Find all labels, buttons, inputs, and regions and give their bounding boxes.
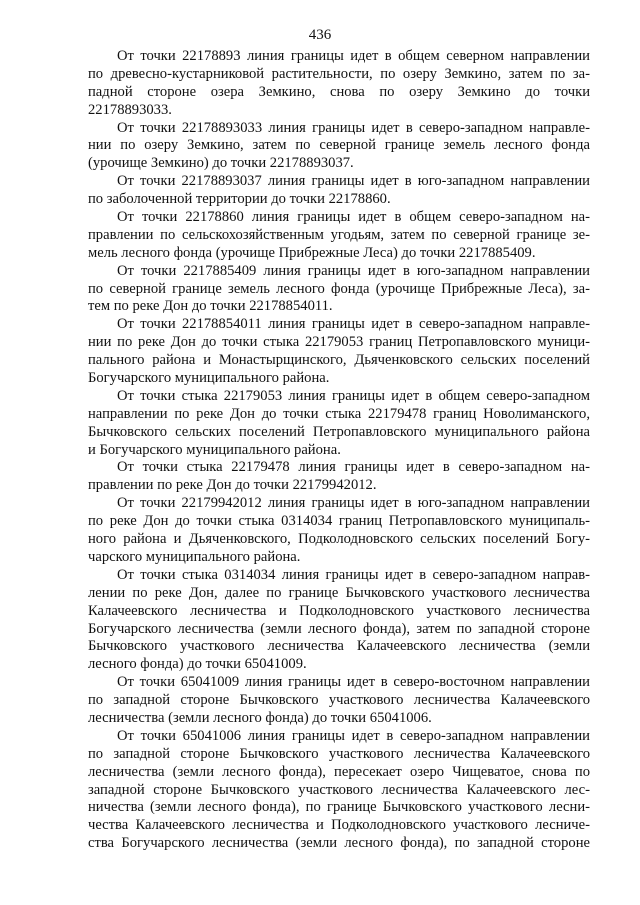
paragraph — [88, 120, 590, 174]
paragraph-line: правлении по реке Дон до точки 22179942012. — [88, 477, 377, 494]
paragraph-line: мель лесного фонда (урочище Прибрежные Леса) до точки 2217885409. — [88, 244, 536, 261]
paragraph-line: От точки стыка 22179478 линия границы идет в северо-западном на- — [117, 459, 590, 476]
paragraph-line: лении по реке Дон, далее по границе Бычковского участкового лесничества — [88, 584, 590, 601]
paragraph-line: От точки стыка 22179053 линия границы идет в общем северо-западном — [117, 387, 590, 404]
paragraph-line: От точки 22179942012 линия границы идет в юго-западном направлении — [117, 495, 590, 512]
paragraph-line: лесничества (земли лесного фонда) до точки 65041006. — [88, 709, 432, 726]
paragraph — [88, 728, 590, 853]
paragraph-line: Богучарского муниципального района. — [88, 370, 330, 387]
paragraph-line: падной стороне озера Земкино, снова по озеру Земкино до точки — [88, 83, 590, 100]
paragraph-line: по заболоченной территории до точки 22178860. — [88, 191, 391, 208]
paragraph-line: лесного фонда) до точки 65041009. — [88, 656, 307, 673]
paragraph — [88, 48, 590, 120]
paragraph — [88, 263, 590, 317]
paragraph-line: по реке Дон до точки стыка 0314034 границ Петропавловского муниципаль- — [88, 513, 590, 530]
paragraph-line: ства Богучарского лесничества (земли лесного фонда), по западной стороне — [88, 835, 590, 852]
paragraph-line: От точки 22178893 линия границы идет в общем северном направлении — [117, 48, 590, 64]
paragraph-line: нии по реке Дон до точки стыка 22179053 границ Петропавловского муници- — [88, 334, 590, 351]
paragraph-line: От точки 22178893037 линия границы идет в юго-западном направлении — [117, 173, 590, 190]
paragraph-line: чества Калачеевского лесничества и Подколодновского участкового лесниче- — [88, 817, 590, 834]
paragraph-line: западной стороне Бычковского участкового лесничества Калачеевского лес- — [88, 781, 590, 798]
paragraph-line: направлении по реке Дон до точки стыка 22179478 границ Новолиманского, — [88, 405, 590, 422]
paragraph-line: нии по озеру Земкино, затем по северной границе земель лесного фонда — [88, 137, 590, 154]
paragraph-line: От точки стыка 0314034 линия границы идет в северо-западном направ- — [117, 566, 590, 583]
paragraph-line: лесничества (земли лесного фонда), пересекает озеро Чищеватое, снова по — [88, 763, 590, 780]
paragraph-line: тем по реке Дон до точки 22178854011. — [88, 298, 333, 315]
paragraph-line: правлении по сельскохозяйственным угодьям, затем по северной границе зе- — [88, 226, 590, 243]
document-body — [88, 48, 590, 853]
paragraph — [88, 567, 590, 674]
paragraph-line: по древесно-кустарниковой растительности, по озеру Земкино, затем по за- — [88, 65, 590, 82]
paragraph — [88, 674, 590, 728]
page-number: 436 — [308, 27, 332, 43]
paragraph — [88, 316, 590, 388]
paragraph-line: ного района и Дьяченковского, Подколодновского сельских поселений Богу- — [88, 531, 590, 548]
paragraph-line: Бычковского участкового лесничества Калачеевского лесничества (земли — [88, 638, 590, 655]
paragraph-line: Бычковского сельских поселений Петропавловского муниципального района — [88, 423, 590, 440]
paragraph-line: (урочище Земкино) до точки 22178893037. — [88, 155, 354, 172]
paragraph — [88, 173, 590, 209]
paragraph-line: От точки 22178860 линия границы идет в общем северо-западном на- — [117, 209, 590, 226]
paragraph-line: От точки 22178893033 линия границы идет в северо-западном направле- — [117, 119, 590, 136]
paragraph-line: по северной границе земель лесного фонда (урочище Прибрежные Леса), за- — [88, 280, 590, 297]
paragraph-line: От точки 65041006 линия границы идет в северо-западном направлении — [117, 727, 590, 744]
paragraph-line: по западной стороне Бычковского участкового лесничества Калачеевского — [88, 745, 590, 762]
paragraph-line: От точки 2217885409 линия границы идет в юго-западном направлении — [117, 262, 590, 279]
paragraph-line: пального района и Монастырщинского, Дьяченковского сельских поселений — [88, 352, 590, 369]
paragraph — [88, 388, 590, 460]
paragraph-line: чарского муниципального района. — [88, 548, 301, 565]
paragraph-line: ничества (земли лесного фонда), по границе Бычковского участкового лесни- — [88, 799, 590, 816]
paragraph-line: по западной стороне Бычковского участкового лесничества Калачеевского — [88, 692, 590, 709]
paragraph — [88, 459, 590, 495]
paragraph-line: Калачеевского лесничества и Подколодновского участкового лесничества — [88, 602, 590, 619]
paragraph-line: От точки 65041009 линия границы идет в северо-восточном направлении — [117, 674, 590, 691]
paragraph-line: 22178893033. — [88, 101, 172, 118]
paragraph-line: От точки 22178854011 линия границы идет в северо-западном направле- — [117, 316, 590, 333]
paragraph-line: и Богучарского муниципального района. — [88, 441, 341, 458]
paragraph-line: Богучарского лесничества (земли лесного фонда), затем по западной стороне — [88, 620, 590, 637]
paragraph — [88, 495, 590, 567]
paragraph — [88, 209, 590, 263]
